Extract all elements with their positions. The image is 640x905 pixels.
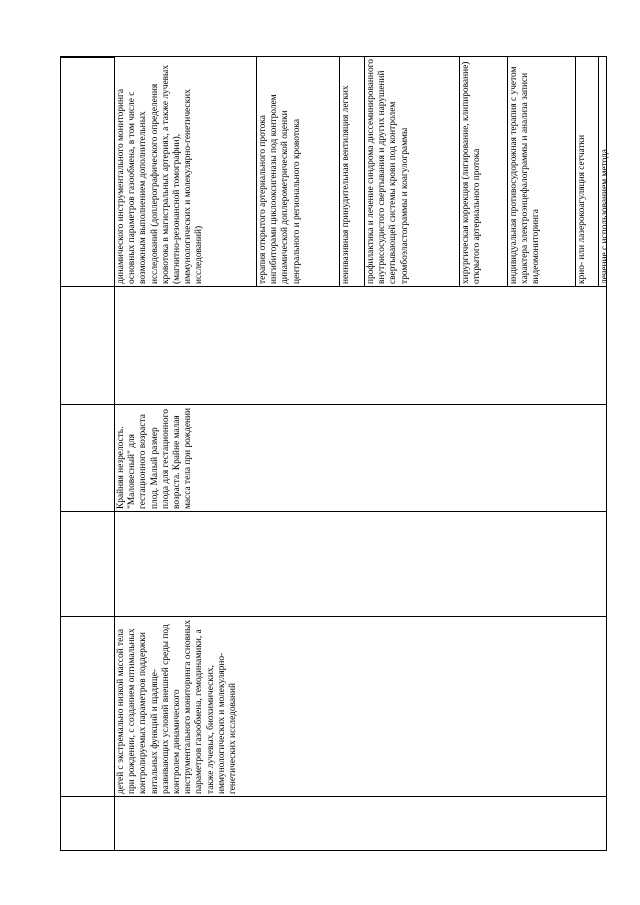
table-cell-col3 bbox=[61, 511, 114, 616]
table-cell-col4 bbox=[61, 404, 114, 511]
treatment-item: крио- или лазерокоагуляция сетчатки bbox=[576, 57, 599, 286]
treatment-item: профилактика и лечение синдрома диссеминированного внутрисосудистого свертывания и других нарушений свертывающей системы крови под контролем тромбоэластограммы и коагулограммы bbox=[365, 57, 460, 286]
table-cell-col2 bbox=[115, 616, 606, 796]
table-cell-col2 bbox=[61, 616, 114, 796]
diagnosis-text: Крайняя незрелость. "Маловесный" для гестационного возраста плод. Малый размер плода для гестационного возраста. Крайне малая масса тела при рождении bbox=[116, 407, 194, 509]
treatment-item: динамического инструментального мониторинга основных параметров газообмена, в том числе с возможным выполнением дополнительных исследований (доплерографического определения кровотока в магистральных артериях, а также лучевых (магнитно-резонансной томографии), иммунологических и молекулярно-генетических исследований) bbox=[115, 57, 257, 286]
treatment-item: хирургическая коррекция (лигирование, клипирование) открытого артериального протока bbox=[460, 57, 508, 286]
treatment-item: терапия открытого артериального протока ингибиторами циклооксигеназы под контролем динамической доплерометрической оценки центрального и регионального кровотока bbox=[257, 57, 340, 286]
table-cell-col1 bbox=[115, 796, 606, 850]
treatment-item: лечение с использованием метода bbox=[600, 149, 610, 284]
treatment-item: неинвазивная принудительная вентиляция легких bbox=[340, 57, 365, 286]
table-row bbox=[115, 57, 610, 850]
table-cell-col5 bbox=[115, 286, 606, 404]
table-row bbox=[61, 57, 115, 850]
table-cell-col4 bbox=[115, 404, 606, 511]
patient-model-text: детей с экстремально низкой массой тела при рождении, с созданием оптимальных контролируемых параметров поддержки витальных функций и щадяще-развивающих условий внешней среды под контролем динамического инструментального мониторинга основных параметров газообмена, гемодинамики, а также лучевых, биохимических, иммунологических и молекулярно-генетических исследований bbox=[116, 619, 239, 794]
table-cell-col3 bbox=[115, 511, 606, 616]
table-cell-col6 bbox=[61, 57, 114, 286]
treatment-table bbox=[60, 56, 610, 851]
table-cell-col6 bbox=[115, 57, 610, 286]
table-cell-col5 bbox=[61, 286, 114, 404]
treatment-item: индивидуальная противосудорожная терапия с учетом характера электроэнцефалограммы и анализа записи видеомониторинга bbox=[508, 57, 576, 286]
table-cell-col1 bbox=[61, 796, 114, 850]
rotated-table-content bbox=[61, 57, 610, 850]
table-cell-col7 bbox=[61, 53, 114, 57]
